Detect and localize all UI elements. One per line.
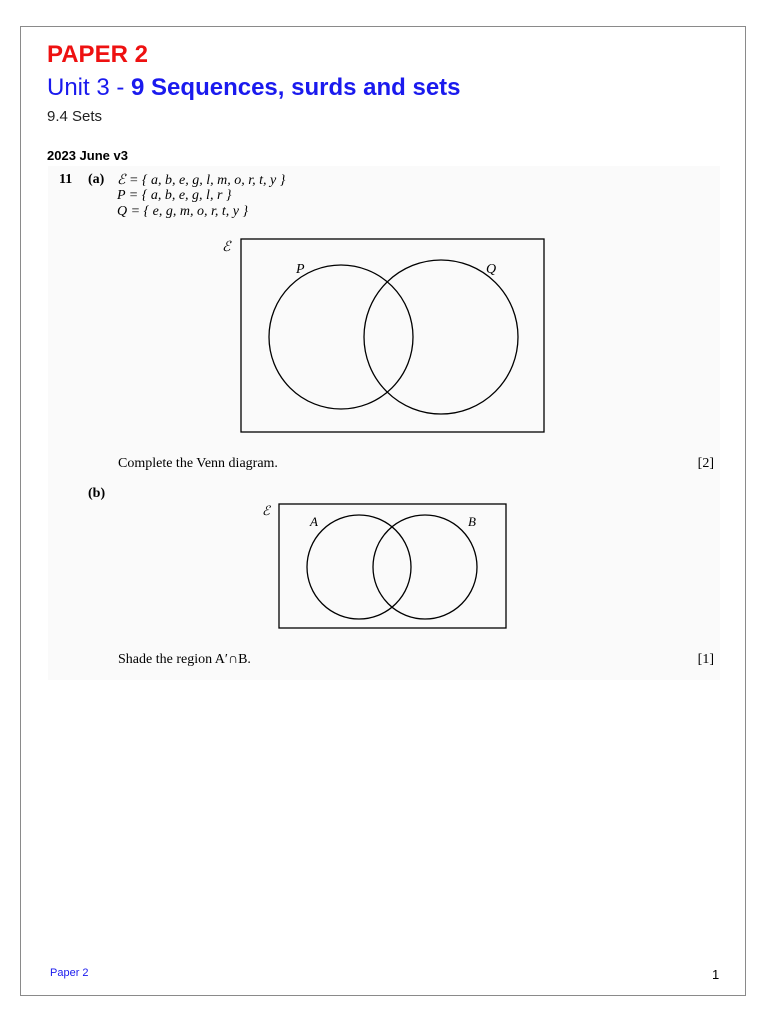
venn-a-universal-label: ℰ: [222, 240, 231, 255]
unit-prefix: Unit 3 -: [47, 74, 132, 101]
venn-b-universal-label: ℰ: [262, 503, 270, 518]
part-b-instruction: Shade the region A′∩B.: [118, 652, 251, 667]
paper-title: PAPER 2: [47, 41, 148, 68]
venn-b-label-a: A: [310, 514, 318, 529]
part-b-label: (b): [88, 486, 106, 501]
venn-diagram-a: [222, 239, 544, 432]
part-a-instruction: Complete the Venn diagram.: [118, 456, 278, 471]
question-source: 2023 June v3: [47, 148, 128, 163]
section-heading: 9.4 Sets: [47, 108, 103, 125]
set-p-definition: P = { a, b, e, g, l, r }: [117, 188, 232, 203]
venn-b-circle-b: [373, 515, 477, 619]
set-q-definition: Q = { e, g, m, o, r, t, y }: [117, 204, 249, 219]
page-number: 1: [712, 967, 720, 982]
venn-a-label-q: Q: [486, 262, 497, 277]
venn-b-circle-a: [307, 515, 411, 619]
unit-title: 9 Sequences, surds and sets: [131, 74, 461, 101]
venn-a-label-p: P: [296, 262, 305, 277]
part-a-marks: [2]: [697, 456, 714, 471]
venn-b-label-b: B: [468, 514, 476, 529]
footer-paper-label: Paper 2: [50, 967, 89, 979]
part-b-marks: [1]: [697, 652, 714, 667]
part-a-label: (a): [88, 172, 105, 187]
venn-diagram-b: [262, 503, 506, 628]
venn-a-circle-p: [269, 265, 413, 409]
venn-a-universal-box: [241, 239, 544, 432]
question-number: 11: [59, 172, 73, 187]
venn-a-circle-q: [364, 260, 518, 414]
universal-set-definition: ℰ = { a, b, e, g, l, m, o, r, t, y }: [117, 173, 286, 188]
